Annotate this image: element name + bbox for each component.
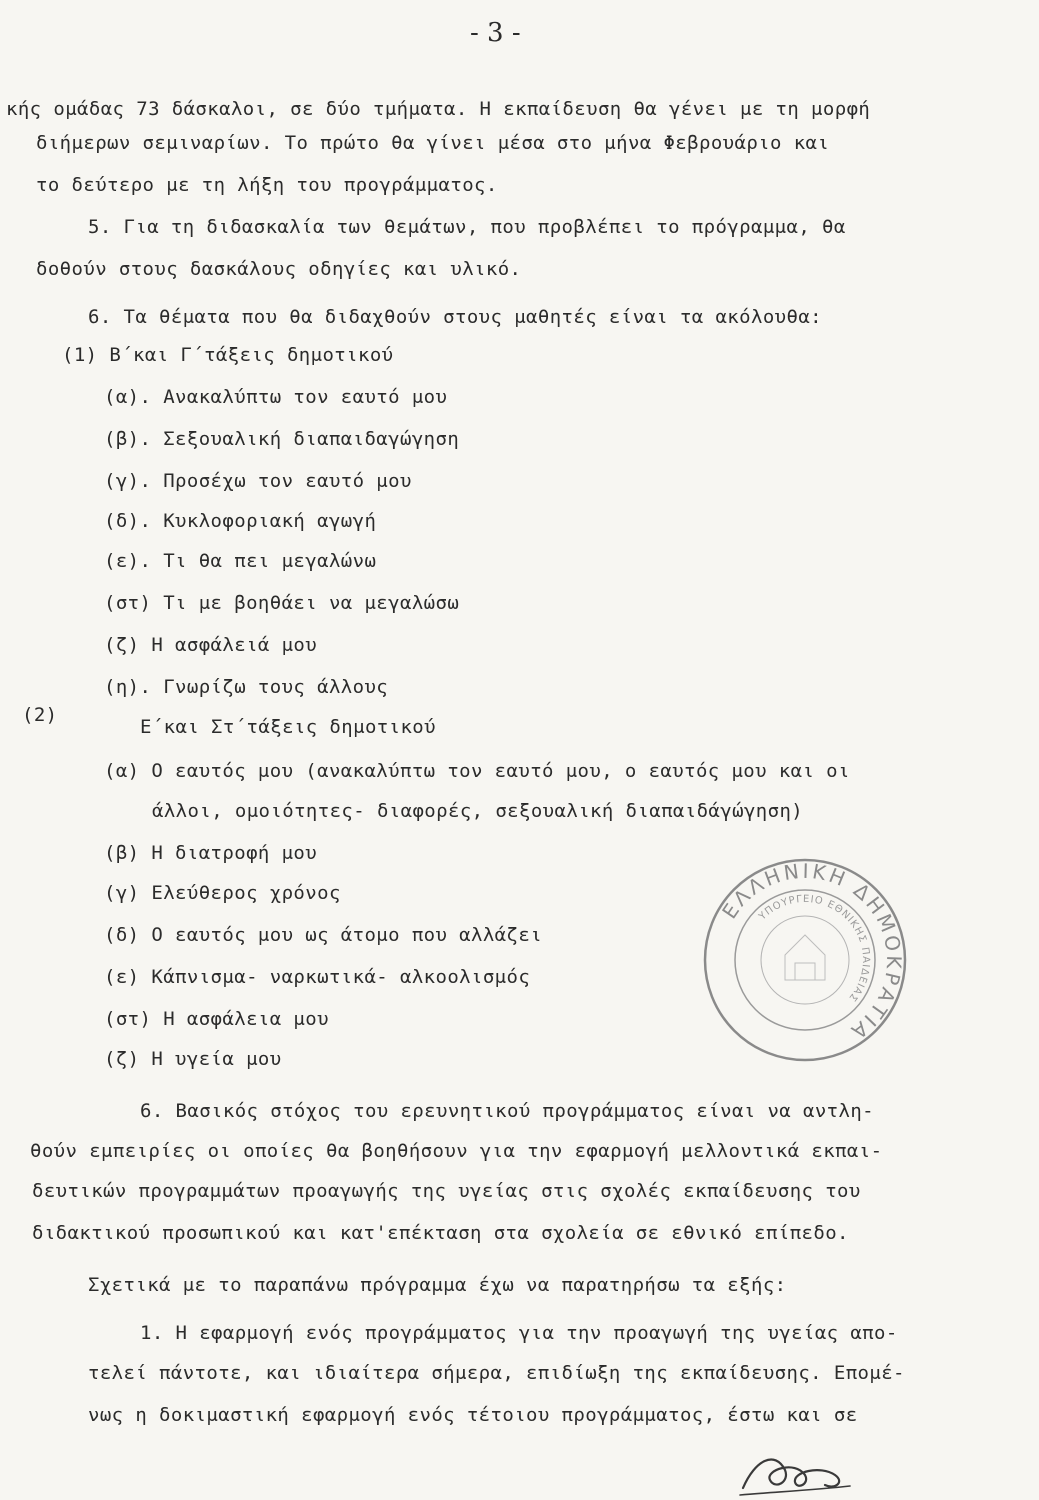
official-stamp	[700, 855, 910, 1065]
text-line: 6. Βασικός στόχος του ερευνητικού προγράμματος είναι να αντλη-	[140, 1100, 875, 1122]
list-item: (ε) Κάπνισμα- ναρκωτικά- αλκοολισμός	[104, 966, 531, 988]
text-line: τελεί πάντοτε, και ιδιαίτερα σήμερα, επιδίωξη της εκπαίδευσης. Επομέ-	[88, 1362, 905, 1384]
list-item: (ζ) Η ασφάλειά μου	[104, 634, 318, 656]
stamp-inner-text: ΥΠΟΥΡΓΕΙΟ ΕΘΝΙΚΗΣ ΠΑΙΔΕΙΑΣ	[757, 893, 872, 1004]
stamp-outer-text: ΕΛΛΗΝΙΚΗ ΔΗΜΟΚΡΑΤΙΑ	[717, 858, 907, 1046]
text-line: διήμερων σεμιναρίων. Το πρώτο θα γίνει μέσα στο μήνα Φεβρουάριο και	[36, 132, 830, 154]
svg-text:ΕΛΛΗΝΙΚΗ ΔΗΜΟΚΡΑΤΙΑ	[717, 859, 906, 1046]
list-item: (στ) Η ασφάλεια μου	[104, 1008, 329, 1030]
page-number: - 3 -	[470, 18, 521, 48]
text-line: δευτικών προγραμμάτων προαγωγής της υγείας στις σχολές εκπαίδευσης του	[32, 1180, 861, 1202]
list-item: (η). Γνωρίζω τους άλλους	[104, 676, 389, 698]
text-line: το δεύτερο με τη λήξη του προγράμματος.	[36, 174, 498, 196]
text-line: διδακτικού προσωπικού και κατ'επέκταση στα σχολεία σε εθνικό επίπεδο.	[32, 1222, 849, 1244]
list-item-continuation: άλλοι, ομοιότητες- διαφορές, σεξουαλική διαπαιδάγώγηση)	[152, 800, 804, 822]
text-line: θούν εμπειρίες οι οποίες θα βοηθήσουν για την εφαρμογή μελλοντικά εκπαι-	[30, 1140, 883, 1162]
list-item: (γ). Προσέχω τον εαυτό μου	[104, 470, 412, 492]
text-line: Σχετικά με το παραπάνω πρόγραμμα έχω να παρατηρήσω τα εξής:	[88, 1274, 787, 1296]
list-item: (α). Ανακαλύπτω τον εαυτό μου	[104, 386, 448, 408]
list-item: (γ) Ελεύθερος χρόνος	[104, 882, 341, 904]
text-line: 5. Για τη διδασκαλία των θεμάτων, που προβλέπει το πρόγραμμα, θα	[88, 216, 846, 238]
list-heading: (1) Β΄και Γ΄τάξεις δημοτικού	[62, 344, 394, 366]
list-item: (ε). Τι θα πει μεγαλώνω	[104, 550, 377, 572]
text-line: κής ομάδας 73 δάσκαλοι, σε δύο τμήματα. Η εκπαίδευση θα γένει με τη μορφή	[6, 98, 871, 120]
list-item: (α) Ο εαυτός μου (ανακαλύπτω τον εαυτό μου, ο εαυτός μου και οι	[104, 760, 850, 782]
text-line: 6. Τα θέματα που θα διδαχθούν στους μαθητές είναι τα ακόλουθα:	[88, 306, 823, 328]
text-line: νως η δοκιμαστική εφαρμογή ενός τέτοιου προγράμματος, έστω και σε	[88, 1404, 858, 1426]
list-item: (β) Η διατροφή μου	[104, 842, 318, 864]
list-item: (β). Σεξουαλική διαπαιδαγώγηση	[104, 428, 460, 450]
list-item: (στ) Τι με βοηθάει να μεγαλώσω	[104, 592, 460, 614]
list-item: (ζ) Η υγεία μου	[104, 1048, 282, 1070]
list-item: (δ). Κυκλοφοριακή αγωγή	[104, 510, 377, 532]
text-line: 1. Η εφαρμογή ενός προγράμματος για την προαγωγή της υγείας απο-	[140, 1322, 898, 1344]
handwritten-signature	[735, 1440, 855, 1500]
list-item: (δ) Ο εαυτός μου ως άτομο που αλλάζει	[104, 924, 543, 946]
text-line: δοθούν στους δασκάλους οδηγίες και υλικό.	[36, 258, 522, 280]
list-heading: Ε΄και Στ΄τάξεις δημοτικού	[140, 716, 436, 738]
list-number: (2)	[22, 704, 58, 726]
